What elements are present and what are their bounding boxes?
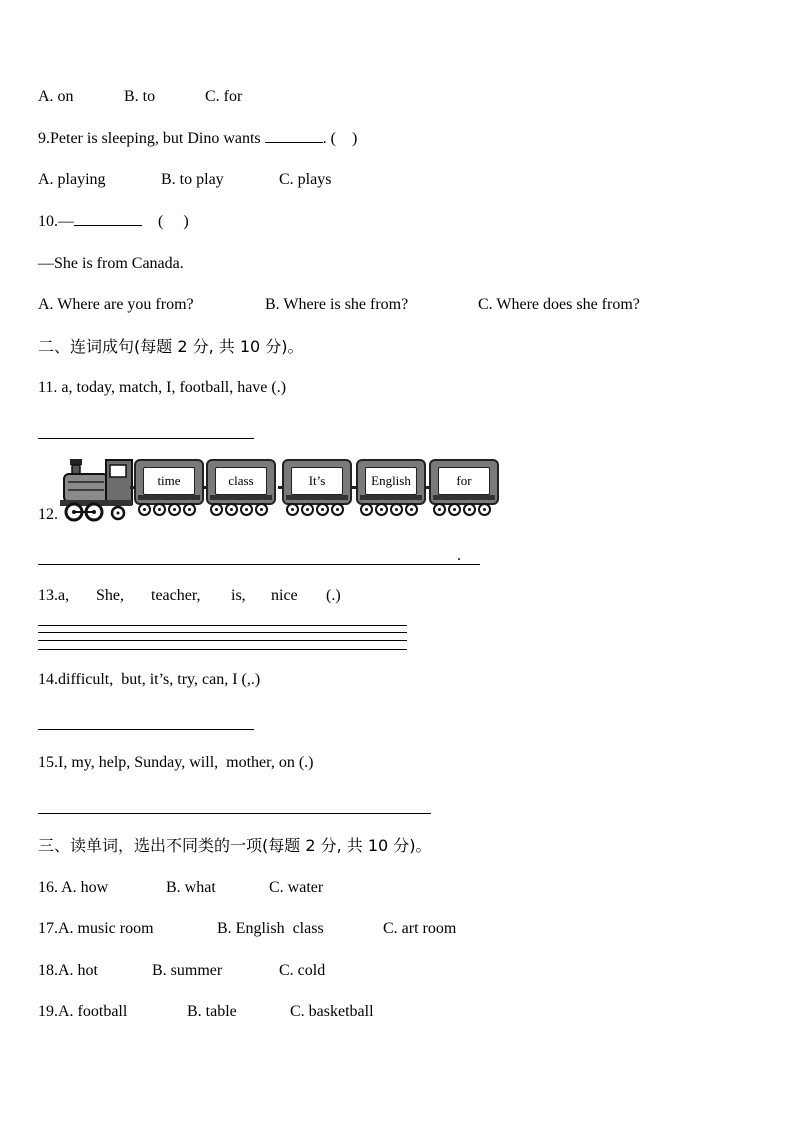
- q10-reply: —She is from Canada.: [38, 255, 184, 272]
- section-2-heading: 二、连词成句(每题 2 分, 共 10 分)。: [38, 337, 304, 356]
- q8-option-a: A. on: [38, 88, 74, 105]
- q9-option-c: C. plays: [279, 171, 332, 188]
- q13-word-5: nice: [271, 587, 298, 604]
- train-car-2: [206, 459, 276, 505]
- q13-word-2: She,: [96, 587, 124, 604]
- q18-option-c: C. cold: [279, 962, 326, 979]
- q12-number: 12.: [38, 506, 58, 523]
- q13-word-1: 13.a,: [38, 587, 70, 604]
- q19-option-b: B. table: [187, 1003, 237, 1020]
- q10-stem: 10.—: [38, 213, 74, 230]
- q9-answer-blank[interactable]: [265, 142, 323, 143]
- q9-option-a: A. playing: [38, 171, 106, 188]
- q10-suffix: ( ): [142, 213, 189, 230]
- q17-option-a: 17.A. music room: [38, 920, 154, 937]
- q12-answer-line[interactable]: [38, 564, 480, 565]
- q15-words: 15.I, my, help, Sunday, will, mother, on (.): [38, 754, 314, 771]
- q14-answer-line[interactable]: [38, 729, 254, 730]
- q10-option-c: C. Where does she from?: [478, 296, 640, 313]
- train-car-2-wheels: [210, 503, 268, 519]
- q13-word-6: (.): [326, 587, 341, 604]
- train-car-5-wheels: [433, 503, 491, 519]
- q9-question: [38, 129, 357, 149]
- q9-option-b: B. to play: [161, 171, 224, 188]
- q10-option-b: B. Where is she from?: [265, 296, 409, 313]
- q8-option-c: C. for: [205, 88, 243, 105]
- locomotive-icon: [60, 456, 134, 522]
- train-car-5-word: for: [438, 467, 490, 495]
- q9-suffix: . ( ): [322, 130, 358, 147]
- q18-option-b: B. summer: [152, 962, 223, 979]
- train-car-2-word: class: [215, 467, 267, 495]
- q18-option-a: 18.A. hot: [38, 962, 98, 979]
- q15-answer-line[interactable]: [38, 813, 431, 814]
- q16-option-a: 16. A. how: [38, 879, 109, 896]
- train-car-1-wheels: [138, 503, 196, 519]
- q19-option-a: 19.A. football: [38, 1003, 128, 1020]
- train-car-4-wheels: [360, 503, 418, 519]
- train-car-1: [134, 459, 204, 505]
- train-car-1-word: time: [143, 467, 195, 495]
- train-car-3: [282, 459, 352, 505]
- train-car-3-word: It’s: [291, 467, 343, 495]
- q9-stem: 9.Peter is sleeping, but Dino wants: [38, 130, 261, 147]
- q13-word-3: teacher,: [151, 587, 201, 604]
- q16-option-c: C. water: [269, 879, 324, 896]
- q17-option-c: C. art room: [383, 920, 457, 937]
- q14-words: 14.difficult, but, it’s, try, can, I (,.): [38, 671, 261, 688]
- train-car-4-word: English: [365, 467, 417, 495]
- train-car-4: [356, 459, 426, 505]
- q11-words: 11. a, today, match, I, football, have (.): [38, 379, 287, 396]
- q10-question: [38, 212, 189, 232]
- q17-option-b: B. English class: [217, 920, 324, 937]
- q19-option-c: C. basketball: [290, 1003, 374, 1020]
- q11-answer-line[interactable]: [38, 438, 254, 439]
- train-car-5: [429, 459, 499, 505]
- q8-option-b: B. to: [124, 88, 156, 105]
- q10-option-a: A. Where are you from?: [38, 296, 194, 313]
- q16-option-b: B. what: [166, 879, 216, 896]
- q10-answer-blank[interactable]: [74, 225, 142, 226]
- train-car-3-wheels: [286, 503, 344, 519]
- q13-word-4: is,: [231, 587, 246, 604]
- word-train-illustration: [60, 456, 505, 522]
- section-3-heading: 三、读单词，选出不同类的一项(每题 2 分, 共 10 分)。: [38, 836, 432, 855]
- q12-end-mark: .: [457, 547, 461, 564]
